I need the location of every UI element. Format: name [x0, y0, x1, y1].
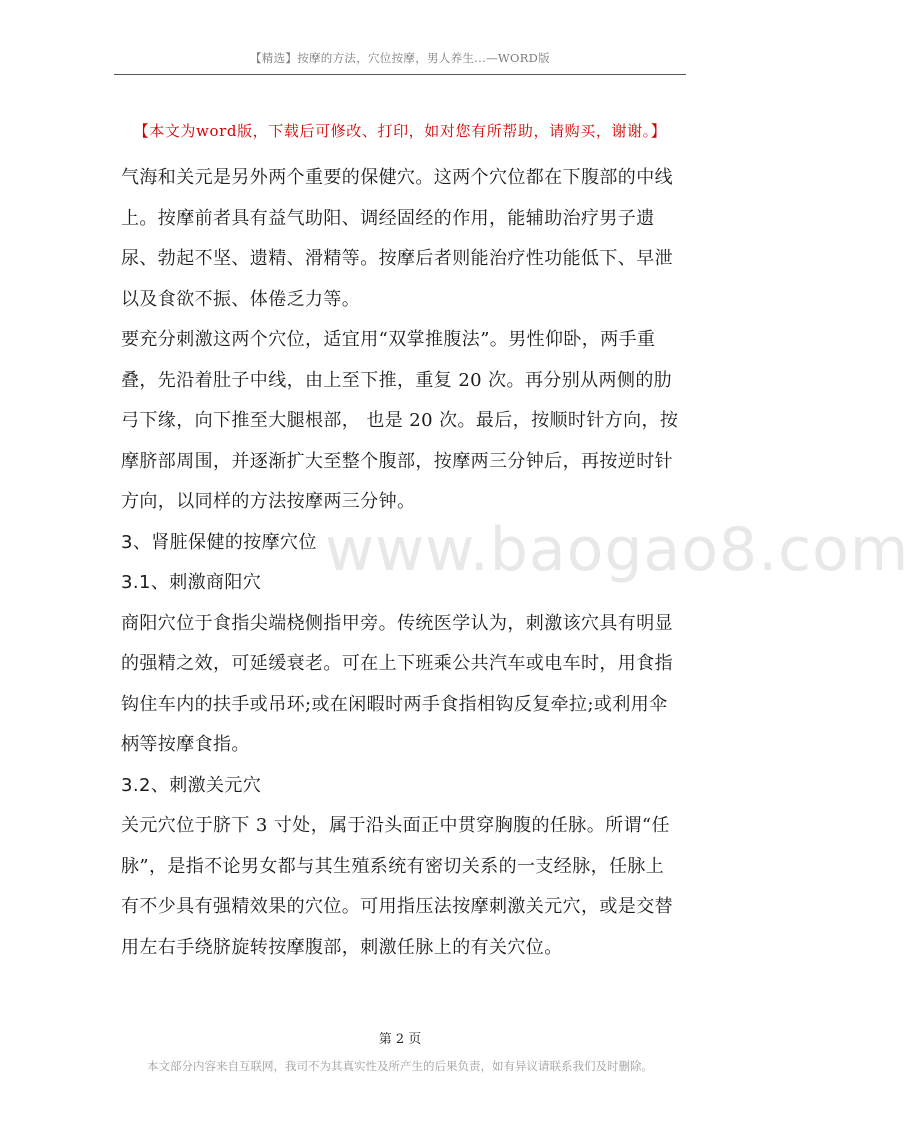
download-notice: 【本文为word版，下载后可修改、打印，如对您有所帮助，请购买，谢谢。】 — [133, 122, 667, 140]
header-divider — [114, 74, 686, 75]
document-title: 【精选】按摩的方法，穴位按摩，男人养生...—WORD版 — [250, 51, 550, 65]
paragraph: 关元穴位于脐下 3 寸处，属于沿头面正中贯穿胸腹的任脉。所谓“任脉”，是指不论男女都与其生殖系统有密切关系的一支经脉，任脉上有不少具有强精效果的穴位。可用指压法按摩刺激关元穴，或是交替用左右手绕脐旋转按摩腹部，刺激任脉上的有关穴位。 — [121, 815, 673, 958]
paragraph: 商阳穴位于食指尖端桡侧指甲旁。传统医学认为，刺激该穴具有明显的强精之效，可延缓衰老。可在上下班乘公共汽车或电车时，用食指钩住车内的扶手或吊环;或在闲暇时两手食指相钩反复牵拉;或利用伞柄等按摩食指。 — [121, 612, 673, 755]
page-number: 第 2 页 — [378, 1032, 422, 1047]
subsection-heading: 3.2、刺激关元穴 — [121, 774, 262, 796]
section-heading: 3、肾脏保健的按摩穴位 — [121, 531, 317, 553]
document-body — [121, 158, 681, 968]
paragraph: 气海和关元是另外两个重要的保健穴。这两个穴位都在下腹部的中线上。按摩前者具有益气助阳、调经固经的作用，能辅助治疗男子遗尿、勃起不坚、遗精、滑精等。按摩后者则能治疗性功能低下、早泄以及食欲不振、体倦乏力等。 — [121, 167, 673, 310]
paragraph: 要充分刺激这两个穴位，适宜用“双掌推腹法”。男性仰卧，两手重叠，先沿着肚子中线，由上至下推，重复 20 次。再分别从两侧的肋弓下缘，向下推至大腿根部， 也是 20 次。最后，按顺时针方向，按摩脐部周围，并逐渐扩大至整个腹部，按摩两三分钟后，再按逆时针方向，以同样的方法按摩两三分钟。 — [121, 329, 679, 512]
site-watermark: www.baogao8.com — [325, 515, 909, 585]
footer-disclaimer: 本文部分内容来自互联网，我司不为其真实性及所产生的后果负责，如有异议请联系我们及时删除。 — [147, 1059, 653, 1073]
subsection-heading: 3.1、刺激商阳穴 — [121, 572, 262, 593]
